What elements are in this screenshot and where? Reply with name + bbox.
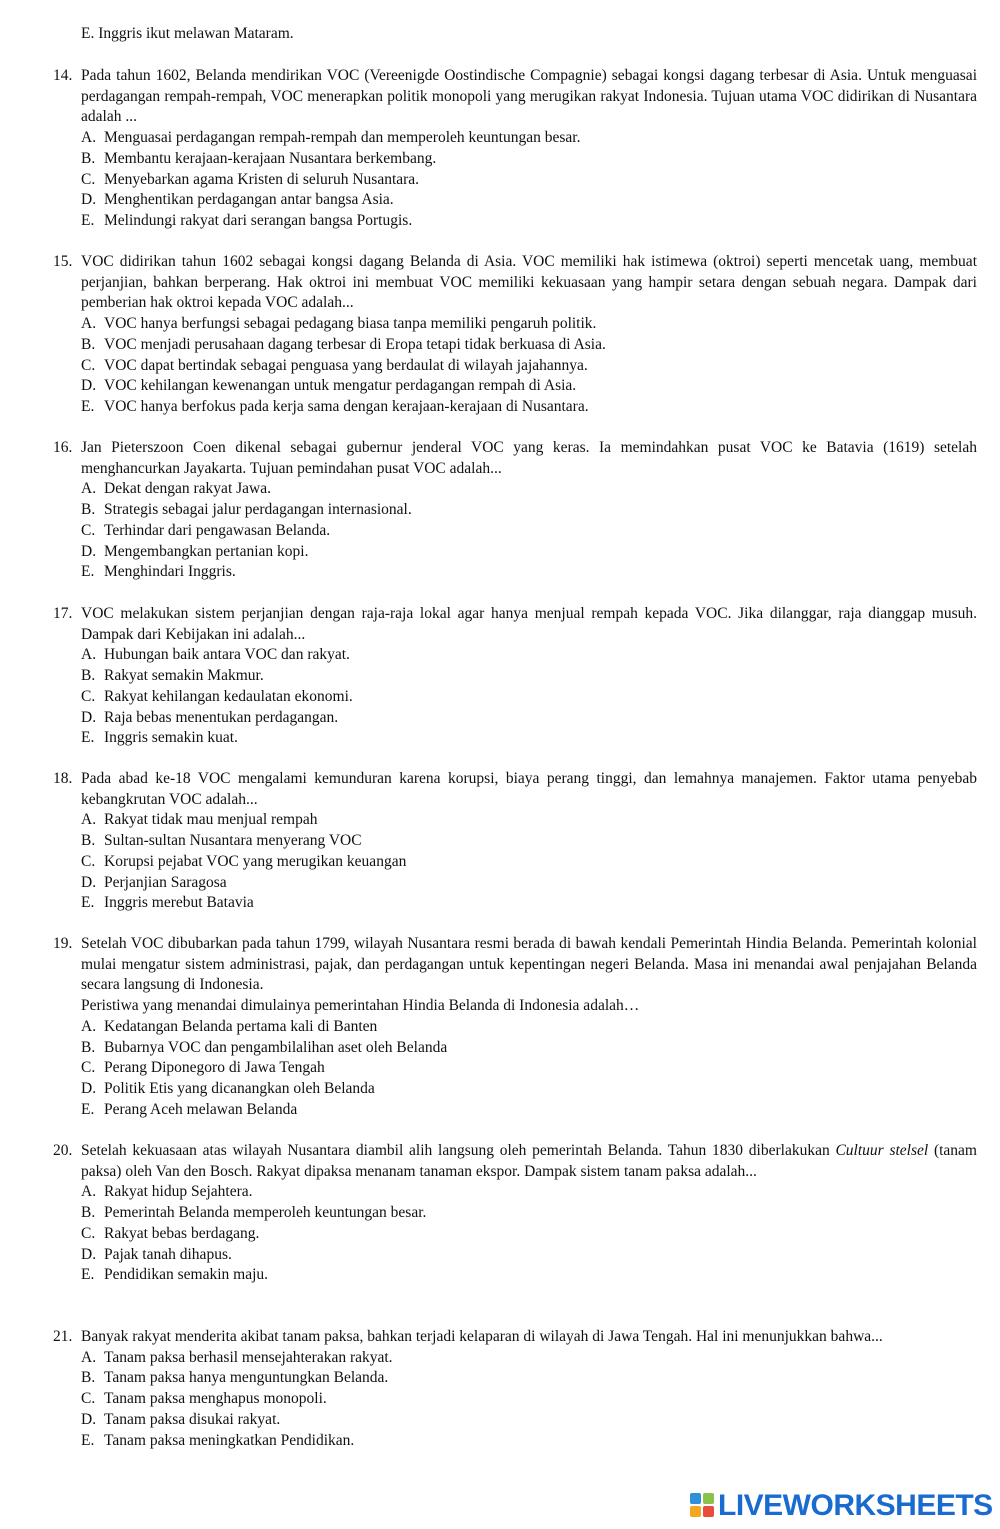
option-letter: E. (81, 1100, 95, 1118)
answer-option-c[interactable] (81, 1389, 977, 1410)
option-text: Tanam paksa menghapus monopoli. (104, 1390, 327, 1408)
option-letter: A. (81, 1183, 97, 1201)
option-text: Inggris semakin kuat. (104, 729, 238, 747)
option-text: Politik Etis yang dicanangkan oleh Belanda (104, 1079, 375, 1097)
option-text: Tanam paksa meningkatkan Pendidikan. (104, 1431, 355, 1449)
answer-option-d[interactable] (81, 708, 977, 729)
option-text: Perang Diponegoro di Jawa Tengah (104, 1059, 325, 1077)
answer-option-d[interactable] (81, 1245, 977, 1266)
option-text: Perang Aceh melawan Belanda (104, 1100, 298, 1118)
option-letter: B. (81, 335, 96, 353)
option-text: Tanam paksa disukai rakyat. (104, 1410, 281, 1428)
option-letter: B. (81, 832, 96, 850)
option-letter: C. (81, 521, 96, 539)
option-text: Kedatangan Belanda pertama kali di Banten (104, 1017, 378, 1035)
question-stem: VOC melakukan sistem perjanjian dengan raja-raja lokal agar hanya menjual rempah kepada VOC. Jika dilanggar, raja dianggap musuh. Dampak dari Kebijakan ini adalah... (81, 605, 977, 643)
option-text: Menghindari Inggris. (104, 563, 236, 581)
question-stem: Pada abad ke-18 VOC mengalami kemunduran karena korupsi, biaya perang tinggi, dan lemahnya manajemen. Faktor utama penyebab kebangkrutan VOC adalah... (81, 770, 977, 808)
option-letter: E. (81, 894, 95, 912)
option-text: VOC dapat bertindak sebagai penguasa yang berdaulat di wilayah jajahannya. (104, 356, 588, 374)
option-text: Menghentikan perdagangan antar bangsa Asia. (104, 191, 394, 209)
answer-option-b[interactable] (81, 831, 977, 852)
stem-italic-term: Cultuur stelsel (835, 1142, 929, 1159)
option-text: Rakyat bebas berdagang. (104, 1224, 260, 1242)
option-letter: E. (81, 1431, 95, 1449)
answer-option-a[interactable] (81, 1017, 977, 1038)
liveworksheets-icon (690, 1493, 716, 1519)
answer-option-b[interactable] (81, 335, 977, 356)
option-text: VOC menjadi perusahaan dagang terbesar di Eropa tetapi tidak berkuasa di Asia. (104, 335, 606, 353)
option-text: Raja bebas menentukan perdagangan. (104, 708, 339, 726)
answer-option-d[interactable] (81, 1410, 977, 1431)
option-letter: E. (81, 1266, 95, 1284)
option-text: Rakyat kehilangan kedaulatan ekonomi. (104, 687, 353, 705)
option-text: Inggris merebut Batavia (104, 894, 254, 912)
option-letter: B. (81, 1038, 96, 1056)
question-20 (0, 1141, 1000, 1286)
option-text: Terhindar dari pengawasan Belanda. (104, 521, 331, 539)
logo-square-3 (690, 1506, 701, 1517)
option-letter: B. (81, 1369, 96, 1387)
option-letter: B. (81, 149, 96, 167)
option-text: Tanam paksa hanya menguntungkan Belanda. (104, 1369, 389, 1387)
answer-option-e[interactable] (81, 1431, 977, 1452)
question-stem: Setelah VOC dibubarkan pada tahun 1799, wilayah Nusantara resmi berada di bawah kendali Pemerintah Hindia Belanda. Pemerintah kolonial mulai mengatur sistem administrasi, pajak, dan perdagangan untuk kepentingan negeri Belanda. Masa ini menandai awal penjajahan Belanda secara langsung di Indonesia. (81, 935, 977, 994)
option-text: Menguasai perdagangan rempah-rempah dan memperoleh keuntungan besar. (104, 129, 581, 147)
question-number: 17. (53, 605, 73, 622)
question-17 (0, 604, 1000, 749)
option-letter: E. (81, 563, 95, 581)
answer-option-a[interactable] (81, 1182, 977, 1203)
answer-option-b[interactable] (81, 1368, 977, 1389)
answer-option-c[interactable] (81, 852, 977, 873)
answer-option-d[interactable] (81, 542, 977, 563)
stem-text: Setelah kekuasaan atas wilayah Nusantara diambil alih langsung oleh pemerintah Belanda. Tahun 1830 diberlakukan (81, 1142, 836, 1159)
option-letter: D. (81, 542, 97, 560)
question-number: 19. (53, 935, 73, 952)
question-body (81, 252, 977, 418)
option-text: Membantu kerajaan-kerajaan Nusantara berkembang. (104, 149, 437, 167)
answer-option-a[interactable] (81, 1348, 977, 1369)
option-letter: D. (81, 873, 97, 891)
option-letter: A. (81, 480, 97, 498)
option-text: Pemerintah Belanda memperoleh keuntungan besar. (104, 1204, 427, 1222)
option-letter: A. (81, 646, 97, 664)
answer-option-e[interactable] (81, 728, 977, 749)
option-text: Melindungi rakyat dari serangan bangsa Portugis. (104, 211, 413, 229)
option-letter: A. (81, 1017, 97, 1035)
question-number: 21. (53, 1328, 73, 1345)
answer-option-d[interactable] (81, 873, 977, 894)
option-text: Hubungan baik antara VOC dan rakyat. (104, 646, 350, 664)
question-number: 16. (53, 439, 73, 456)
question-body (81, 1327, 977, 1451)
question-stem: Pada tahun 1602, Belanda mendirikan VOC (Vereenigde Oostindische Compagnie) sebagai kongsi dagang terbesar di Asia. Untuk menguasai perdagangan rempah-rempah, VOC menerapkan politik monopoli yang merugikan rakyat Indonesia. Tujuan utama VOC didirikan di Nusantara adalah ... (81, 67, 977, 126)
logo-square-1 (690, 1493, 701, 1504)
option-text: Perjanjian Saragosa (104, 873, 227, 891)
previous-question-option-e: E. Inggris ikut melawan Mataram. (81, 25, 294, 42)
option-letter: E. (81, 211, 95, 229)
option-text: VOC kehilangan kewenangan untuk mengatur perdagangan rempah di Asia. (104, 377, 577, 395)
question-number: 20. (53, 1142, 73, 1159)
answer-option-b[interactable] (81, 1038, 977, 1059)
logo-square-4 (703, 1506, 714, 1517)
question-stem: VOC didirikan tahun 1602 sebagai kongsi dagang Belanda di Asia. VOC memiliki hak istimewa (oktroi) seperti mencetak uang, membuat perjanjian, bahkan berperang. Hak oktroi ini membuat VOC memiliki kekuasaan yang hampir setara dengan sebuah negara. Dampak dari pemberian hak oktroi kepada VOC adalah... (81, 253, 977, 312)
answer-option-e[interactable] (81, 1100, 977, 1121)
stem-text: (tanam paksa) oleh Van den Bosch. Rakyat dipaksa menanam tanaman ekspor. Dampak sistem tanam paksa adalah... (81, 1142, 977, 1180)
option-letter: A. (81, 315, 97, 333)
question-18 (0, 769, 1000, 914)
option-text: Rakyat tidak mau menjual rempah (104, 811, 318, 829)
answer-option-d[interactable] (81, 1079, 977, 1100)
option-letter: B. (81, 501, 96, 519)
answer-option-e[interactable] (81, 397, 977, 418)
answer-option-c[interactable] (81, 170, 977, 191)
answer-option-b[interactable] (81, 666, 977, 687)
option-letter: C. (81, 852, 96, 870)
answer-option-a[interactable] (81, 810, 977, 831)
option-text: Tanam paksa berhasil mensejahterakan rakyat. (104, 1348, 393, 1366)
answer-option-b[interactable] (81, 500, 977, 521)
answer-option-d[interactable] (81, 376, 977, 397)
option-letter: D. (81, 1245, 97, 1263)
question-body (81, 438, 977, 583)
question-stem (81, 1141, 977, 1182)
option-letter: C. (81, 1224, 96, 1242)
option-text: Mengembangkan pertanian kopi. (104, 542, 309, 560)
answer-option-e[interactable] (81, 562, 977, 583)
answer-option-e[interactable] (81, 211, 977, 232)
question-number: 15. (53, 253, 73, 270)
answer-option-c[interactable] (81, 1224, 977, 1245)
answer-option-d[interactable] (81, 190, 977, 211)
answer-option-a[interactable] (81, 128, 977, 149)
option-text: VOC hanya berfokus pada kerja sama dengan kerajaan-kerajaan di Nusantara. (104, 397, 589, 415)
option-letter: C. (81, 1390, 96, 1408)
option-letter: D. (81, 708, 97, 726)
option-letter: B. (81, 1204, 96, 1222)
answer-option-a[interactable] (81, 314, 977, 335)
answer-option-e[interactable] (81, 893, 977, 914)
question-body (81, 769, 977, 914)
answer-option-c[interactable] (81, 521, 977, 542)
option-text: VOC hanya berfungsi sebagai pedagang biasa tanpa memiliki pengaruh politik. (104, 315, 597, 333)
option-text: Rakyat hidup Sejahtera. (104, 1183, 253, 1201)
question-16 (0, 438, 1000, 583)
option-text: Korupsi pejabat VOC yang merugikan keuangan (104, 852, 407, 870)
option-letter: D. (81, 377, 97, 395)
question-15 (0, 252, 1000, 418)
answer-option-c[interactable] (81, 687, 977, 708)
option-text: Dekat dengan rakyat Jawa. (104, 480, 271, 498)
question-number: 18. (53, 770, 73, 787)
question-19 (0, 934, 1000, 1120)
option-letter: A. (81, 129, 97, 147)
question-14 (0, 66, 1000, 232)
liveworksheets-wordmark: LIVEWORKSHEETS (718, 1489, 993, 1522)
answer-option-c[interactable] (81, 1058, 977, 1079)
answer-option-b[interactable] (81, 149, 977, 170)
answer-option-b[interactable] (81, 1203, 977, 1224)
answer-option-c[interactable] (81, 356, 977, 377)
answer-option-a[interactable] (81, 479, 977, 500)
option-text: Bubarnya VOC dan pengambilalihan aset oleh Belanda (104, 1038, 448, 1056)
option-letter: A. (81, 811, 97, 829)
answer-option-e[interactable] (81, 1265, 977, 1286)
option-letter: D. (81, 1410, 97, 1428)
question-stem: Peristiwa yang menandai dimulainya pemerintahan Hindia Belanda di Indonesia adalah… (81, 997, 640, 1015)
question-body (81, 1141, 977, 1286)
option-letter: C. (81, 687, 96, 705)
option-text: Menyebarkan agama Kristen di seluruh Nusantara. (104, 170, 420, 188)
option-letter: A. (81, 1348, 97, 1366)
question-body (81, 934, 977, 1120)
option-letter: E. (81, 397, 95, 415)
option-text: Pajak tanah dihapus. (104, 1245, 232, 1263)
answer-option-a[interactable] (81, 645, 977, 666)
logo-square-2 (703, 1493, 714, 1504)
option-text: Strategis sebagai jalur perdagangan internasional. (104, 501, 412, 519)
question-body (81, 66, 977, 232)
option-text: Sultan-sultan Nusantara menyerang VOC (104, 832, 362, 850)
question-21 (0, 1327, 1000, 1451)
question-stem: Jan Pieterszoon Coen dikenal sebagai gubernur jenderal VOC yang keras. Ia memindahkan pusat VOC ke Batavia (1619) setelah menghancurkan Jayakarta. Tujuan pemindahan pusat VOC adalah... (81, 439, 977, 477)
option-letter: C. (81, 1059, 96, 1077)
option-letter: E. (81, 729, 95, 747)
option-text: Rakyat semakin Makmur. (104, 667, 264, 685)
question-stem: Banyak rakyat menderita akibat tanam paksa, bahkan terjadi kelaparan di wilayah di Jawa Tengah. Hal ini menunjukkan bahwa... (81, 1328, 883, 1345)
option-letter: D. (81, 191, 97, 209)
option-letter: C. (81, 356, 96, 374)
option-letter: C. (81, 170, 96, 188)
option-letter: D. (81, 1079, 97, 1097)
question-body (81, 604, 977, 749)
option-text: Pendidikan semakin maju. (104, 1266, 269, 1284)
question-number: 14. (53, 67, 73, 84)
option-letter: B. (81, 667, 96, 685)
liveworksheets-logo[interactable] (690, 1490, 993, 1522)
